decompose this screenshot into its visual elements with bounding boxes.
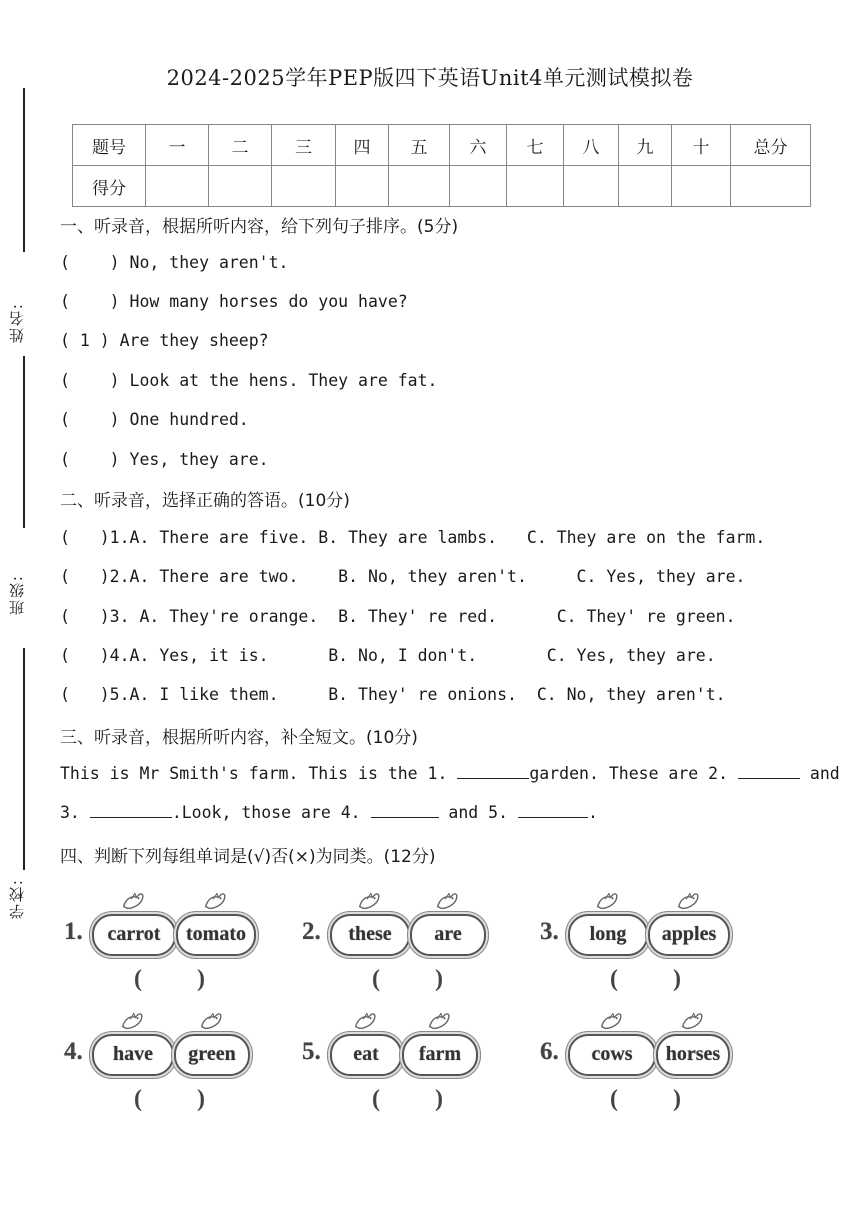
cloze-text: This is Mr Smith's farm. This is the 1. bbox=[60, 764, 458, 783]
binding-line-bottom bbox=[23, 648, 25, 870]
score-cell[interactable] bbox=[507, 166, 564, 207]
bird-icon bbox=[594, 888, 620, 914]
table-cell: 八 bbox=[564, 125, 619, 166]
group-number: 6. bbox=[540, 1038, 559, 1065]
score-cell[interactable] bbox=[146, 166, 209, 207]
bird-icon bbox=[119, 1008, 145, 1034]
score-cell[interactable] bbox=[272, 166, 336, 207]
table-cell: 得分 bbox=[73, 166, 146, 207]
cloze-line-2 bbox=[60, 803, 598, 822]
bird-icon bbox=[198, 1008, 224, 1034]
answer-paren-open[interactable]: ( bbox=[610, 966, 618, 992]
table-cell: 六 bbox=[450, 125, 507, 166]
answer-paren-close[interactable]: ) bbox=[197, 1086, 205, 1112]
table-cell: 七 bbox=[507, 125, 564, 166]
word-cloud: are bbox=[410, 914, 486, 956]
question-item: ( 1 ) Are they sheep? bbox=[60, 331, 269, 350]
blank-3[interactable] bbox=[90, 803, 172, 818]
section1-heading: 一、听录音，根据所听内容，给下列句子排序。(5分) bbox=[60, 217, 459, 237]
bird-icon bbox=[434, 888, 460, 914]
question-item: ( )5.A. I like them. B. They' re onions. C. No, they aren't. bbox=[60, 685, 726, 704]
word-cloud: carrot bbox=[92, 914, 176, 956]
table-cell: 总分 bbox=[731, 125, 811, 166]
name-label: 姓名: bbox=[8, 302, 26, 344]
table-cell: 题号 bbox=[73, 125, 146, 166]
binding-line-top bbox=[23, 88, 25, 252]
group-number: 5. bbox=[302, 1038, 321, 1065]
group-number: 1. bbox=[64, 918, 83, 945]
question-item: ( )3. A. They're orange. B. They' re red. C. They' re green. bbox=[60, 607, 736, 626]
question-item: ( ) How many horses do you have? bbox=[60, 292, 408, 311]
section4-heading: 四、判断下列每组单词是(√)否(×)为同类。(12分) bbox=[60, 847, 436, 867]
bird-icon bbox=[352, 1008, 378, 1034]
word-cloud: cows bbox=[568, 1034, 656, 1076]
table-cell: 四 bbox=[336, 125, 389, 166]
score-table-score-row bbox=[73, 166, 811, 207]
score-cell[interactable] bbox=[619, 166, 672, 207]
word-cloud: tomato bbox=[176, 914, 256, 956]
word-cloud: apples bbox=[648, 914, 730, 956]
table-cell: 二 bbox=[209, 125, 272, 166]
bird-icon bbox=[426, 1008, 452, 1034]
question-item: ( )2.A. There are two. B. No, they aren't. C. Yes, they are. bbox=[60, 567, 746, 586]
cloze-text: and bbox=[799, 764, 840, 783]
answer-paren-close[interactable]: ) bbox=[197, 966, 205, 992]
answer-paren-open[interactable]: ( bbox=[372, 1086, 380, 1112]
question-item: ( ) No, they aren't. bbox=[60, 253, 289, 272]
blank-5[interactable] bbox=[518, 803, 588, 818]
table-cell: 五 bbox=[389, 125, 450, 166]
word-cloud: horses bbox=[656, 1034, 730, 1076]
section2-heading: 二、听录音，选择正确的答语。(10分) bbox=[60, 491, 350, 511]
blank-4[interactable] bbox=[371, 803, 439, 818]
score-cell[interactable] bbox=[564, 166, 619, 207]
answer-paren-close[interactable]: ) bbox=[673, 1086, 681, 1112]
group-number: 3. bbox=[540, 918, 559, 945]
answer-paren-close[interactable]: ) bbox=[435, 1086, 443, 1112]
word-cloud: farm bbox=[402, 1034, 478, 1076]
blank-2[interactable] bbox=[738, 764, 800, 779]
cloze-text: . bbox=[587, 803, 598, 822]
word-cloud: green bbox=[174, 1034, 250, 1076]
answer-paren-open[interactable]: ( bbox=[134, 966, 142, 992]
score-table-header-row bbox=[73, 125, 811, 166]
word-group-4 bbox=[64, 1008, 284, 1158]
word-group-6 bbox=[540, 1008, 760, 1158]
cloze-text: .Look, those are 4. bbox=[171, 803, 371, 822]
word-cloud: eat bbox=[330, 1034, 402, 1076]
answer-paren-close[interactable]: ) bbox=[673, 966, 681, 992]
score-cell[interactable] bbox=[209, 166, 272, 207]
score-cell[interactable] bbox=[389, 166, 450, 207]
bird-icon bbox=[120, 888, 146, 914]
cloze-line-1 bbox=[60, 764, 840, 783]
bird-icon bbox=[202, 888, 228, 914]
bird-icon bbox=[675, 888, 701, 914]
table-cell: 三 bbox=[272, 125, 336, 166]
score-cell[interactable] bbox=[731, 166, 811, 207]
bird-icon bbox=[356, 888, 382, 914]
bird-icon bbox=[598, 1008, 624, 1034]
word-cloud: these bbox=[330, 914, 410, 956]
answer-paren-open[interactable]: ( bbox=[372, 966, 380, 992]
table-cell: 一 bbox=[146, 125, 209, 166]
score-table bbox=[72, 124, 811, 207]
score-cell[interactable] bbox=[450, 166, 507, 207]
question-item: ( )4.A. Yes, it is. B. No, I don't. C. Yes, they are. bbox=[60, 646, 716, 665]
bird-icon bbox=[679, 1008, 705, 1034]
word-cloud: long bbox=[568, 914, 648, 956]
answer-paren-close[interactable]: ) bbox=[435, 966, 443, 992]
group-number: 4. bbox=[64, 1038, 83, 1065]
answer-paren-open[interactable]: ( bbox=[134, 1086, 142, 1112]
school-label: 学校: bbox=[8, 878, 26, 920]
page-title: 2024-2025学年PEP版四下英语Unit4单元测试模拟卷 bbox=[166, 66, 694, 90]
blank-1[interactable] bbox=[457, 764, 529, 779]
group-number: 2. bbox=[302, 918, 321, 945]
cloze-text: garden. These are 2. bbox=[529, 764, 738, 783]
binding-line-middle bbox=[23, 356, 25, 528]
question-item: ( ) Yes, they are. bbox=[60, 450, 269, 469]
word-group-5 bbox=[302, 1008, 522, 1158]
class-label: 班级: bbox=[8, 574, 26, 616]
answer-paren-open[interactable]: ( bbox=[610, 1086, 618, 1112]
question-item: ( ) Look at the hens. They are fat. bbox=[60, 371, 438, 390]
section3-heading: 三、听录音，根据所听内容，补全短文。(10分) bbox=[60, 728, 418, 748]
table-cell: 九 bbox=[619, 125, 672, 166]
question-item: ( )1.A. There are five. B. They are lambs. C. They are on the farm. bbox=[60, 528, 766, 547]
cloze-text: 3. bbox=[60, 803, 90, 822]
cloze-text: and 5. bbox=[438, 803, 518, 822]
score-cell[interactable] bbox=[336, 166, 389, 207]
word-cloud: have bbox=[92, 1034, 174, 1076]
score-cell[interactable] bbox=[672, 166, 731, 207]
question-item: ( ) One hundred. bbox=[60, 410, 249, 429]
table-cell: 十 bbox=[672, 125, 731, 166]
